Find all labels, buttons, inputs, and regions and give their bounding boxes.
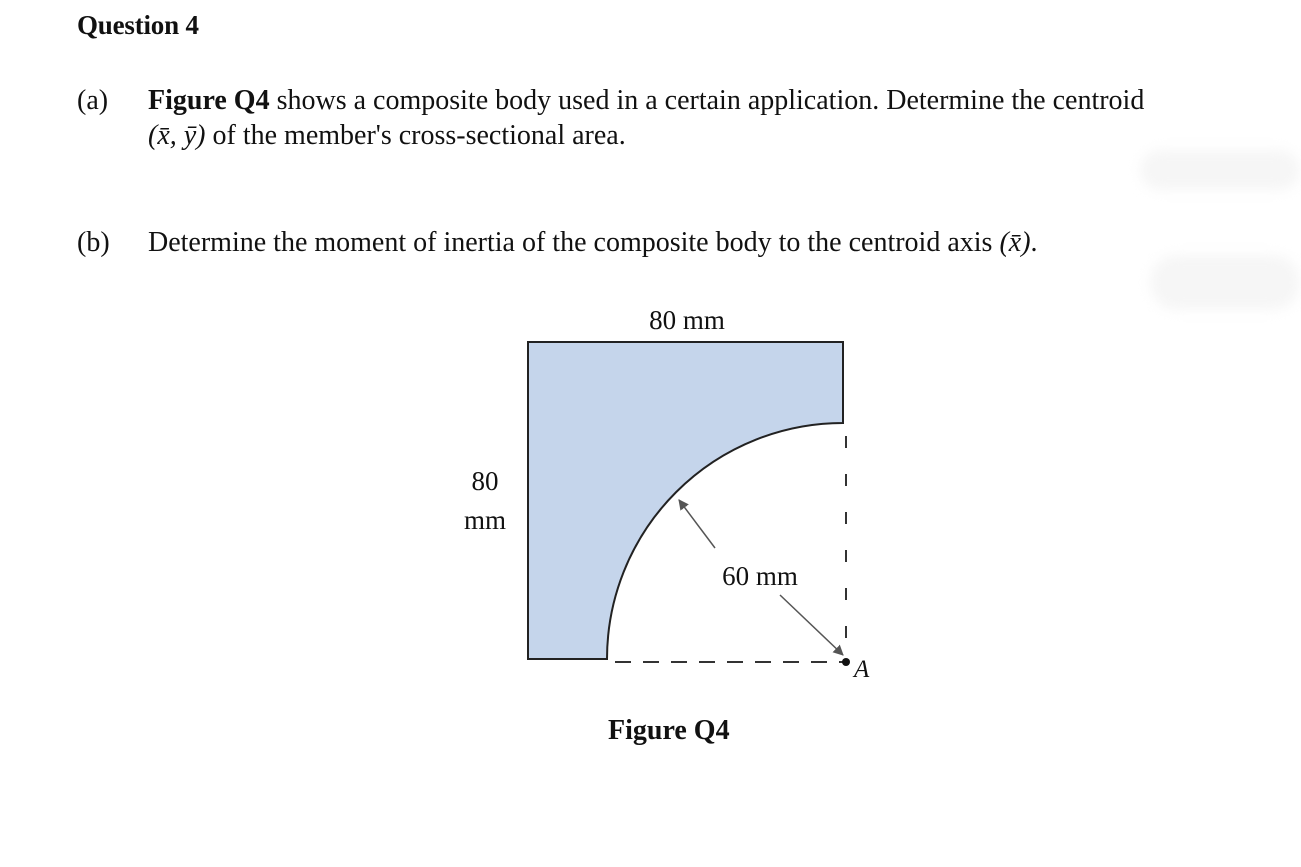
centroid-axis-symbol: (x̄) [999, 227, 1031, 258]
radius-arrow-lower [780, 595, 843, 655]
part-b-label: (b) [77, 227, 110, 258]
centroid-symbol: (x̄, ȳ) [148, 120, 206, 151]
part-b-text [148, 225, 1038, 260]
top-dimension-label: 80 mm [649, 305, 725, 335]
part-b-sentence: Determine the moment of inertia of the composite body to the centroid axis [148, 227, 1000, 258]
figure-caption: Figure Q4 [608, 715, 730, 746]
radius-dimension-label: 60 mm [722, 561, 798, 591]
part-a-line-2-rest: of the member's cross-sectional area. [205, 120, 626, 151]
part-a-line-2 [148, 118, 1144, 153]
part-a-text [148, 83, 1144, 153]
figure-q4 [440, 290, 900, 700]
question-title: Question 4 [77, 10, 199, 40]
part-a-label: (a) [77, 85, 109, 116]
part-b [77, 225, 1287, 265]
part-a [77, 83, 1287, 158]
point-a-label: A [854, 656, 870, 683]
side-dimension-value: 80 [471, 466, 499, 496]
composite-body-shape [528, 342, 843, 659]
side-dimension-unit: mm [463, 505, 507, 535]
figure-reference: Figure Q4 [148, 85, 270, 116]
radius-arrow-upper [679, 500, 715, 548]
part-a-line-1 [148, 83, 1144, 118]
part-b-period: . [1030, 227, 1038, 258]
part-a-line-1-rest: shows a composite body used in a certain application. Determine the centroid [269, 85, 1145, 116]
point-a-marker [842, 658, 850, 666]
